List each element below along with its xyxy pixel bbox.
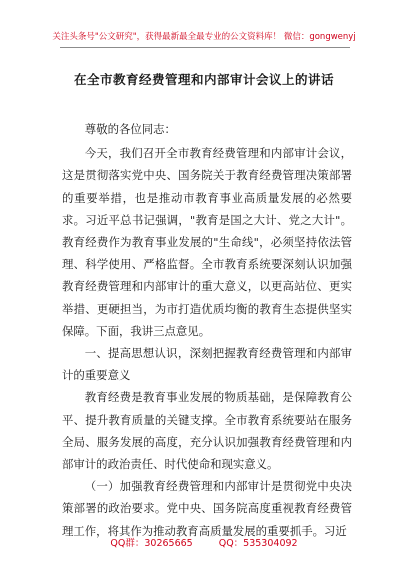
- paragraph-1: 教育经费是教育事业发展的物质基础，是保障教育公平、提升教育质量的关键支撑。全市教育系统要站在服务全局、服务发展的高度，充分认识加强教育经费管理和内部审计的政治责任、时代使命和现实意义。: [62, 390, 352, 472]
- document-title: 在全市教育经费管理和内部审计会议上的讲话: [73, 72, 334, 87]
- document-body: [62, 118, 352, 542]
- salutation: 尊敬的各位同志：: [84, 122, 176, 136]
- header-note: 关注头条号"公文研究"，获得最新最全最专业的公文资料库！ 微信：gongwenyj: [52, 32, 356, 42]
- paragraph-2: （一）加强教育经费管理和内部审计是贯彻党中央决策部署的政治要求。党中央、国务院高度重视教育经费管理工作，将其作为推动教育高质量发展的重要抓手。习近: [62, 479, 352, 538]
- section-heading-1: 一、提高思想认识，深刻把握教育经费管理和内部审计的重要意义: [62, 346, 352, 383]
- footer-qq: QQ：535304092: [218, 538, 298, 549]
- footer-qq-group: QQ群：30265665: [110, 538, 193, 549]
- header-divider: [60, 47, 350, 48]
- paragraph-intro: 今天，我们召开全市教育经费管理和内部审计会议，这是贯彻落实党中央、国务院关于教育经费管理决策部署的重要举措，也是推动市教育事业高质量发展的必然要求。习近平总书记强调，"教育是国之大计、党之大计"。教育经费作为教育事业发展的"生命线"，必须坚持依法管理、科学使用、严格监督。全市教育系统要深刻认识加强教育经费管理和内部审计的重大意义，以更高站位、更实举措、更硬担当，为市打造优质均衡的教育生态提供坚实保障。下面，我讲三点意见。: [62, 146, 352, 338]
- footer-contact: [0, 535, 408, 549]
